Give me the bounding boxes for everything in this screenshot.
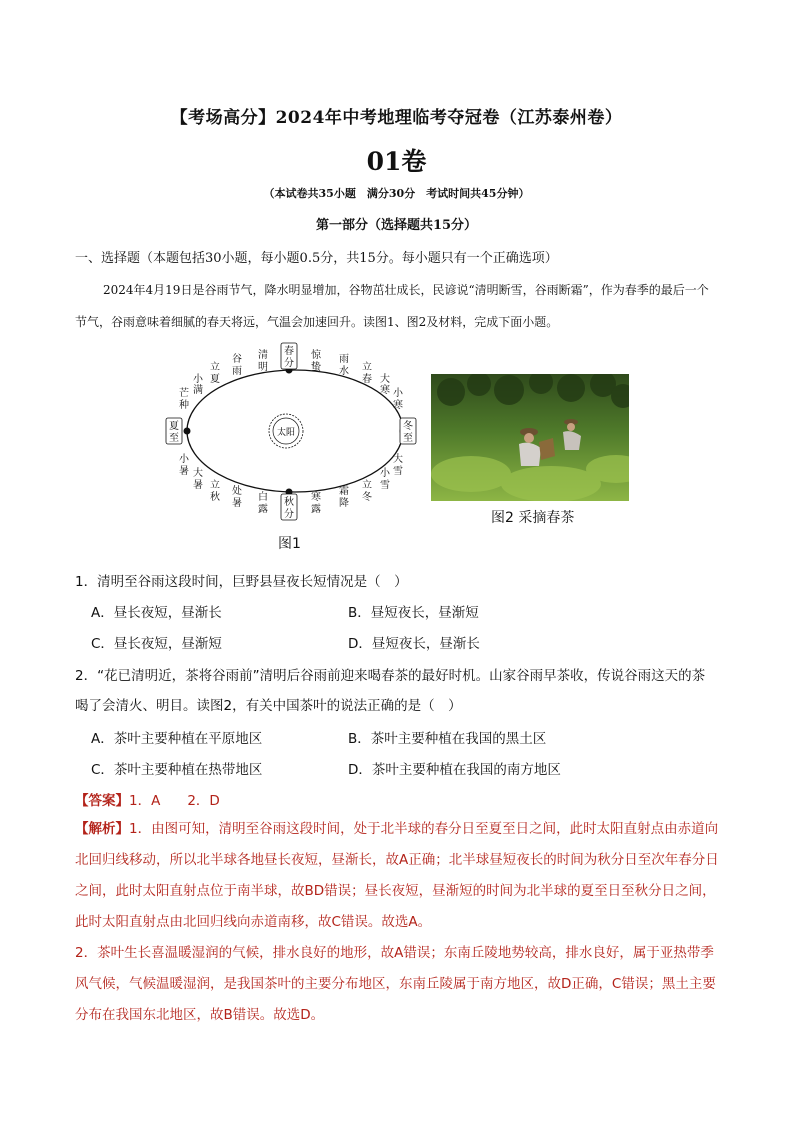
svg-text:大: 大	[193, 468, 203, 479]
svg-text:大: 大	[393, 454, 403, 465]
figure1-caption: 图1	[278, 536, 301, 552]
q2-option-a[interactable]: A．茶叶主要种植在平原地区	[91, 731, 263, 747]
svg-text:夏: 夏	[210, 374, 220, 385]
analysis-paragraph-1	[75, 814, 720, 938]
svg-text:至: 至	[169, 433, 179, 444]
material-intro: 2024年4月19日是谷雨节气，降水明显增加，谷物茁壮成长，民谚说“清明断雪，谷雨断霜”，作为春季的最后一个节气，谷雨意味着细腻的春天将远，气温会加速回升。读图1、图2及材料，完成下面小题。	[75, 283, 709, 329]
q1-option-b[interactable]: B．昼短夜长，昼渐短	[348, 605, 479, 621]
svg-text:降: 降	[339, 498, 349, 509]
svg-text:清: 清	[258, 350, 268, 361]
answer-text: 1．A 2．D	[129, 793, 220, 809]
svg-text:冬: 冬	[403, 421, 413, 432]
answer-label: 【答案】	[75, 793, 129, 809]
svg-text:寒: 寒	[380, 385, 390, 396]
svg-text:雪: 雪	[393, 466, 403, 477]
svg-text:冬: 冬	[362, 492, 372, 503]
exam-meta: （本试卷共35小题 满分30分 考试时间共45分钟）	[263, 187, 530, 200]
svg-text:暑: 暑	[232, 498, 242, 509]
summer-solstice-dot	[184, 428, 191, 435]
solar-terms-diagram	[160, 338, 430, 558]
svg-text:露: 露	[258, 504, 268, 515]
svg-text:处: 处	[232, 486, 242, 497]
svg-text:至: 至	[403, 433, 413, 444]
tea-picking-photo	[431, 374, 629, 501]
svg-text:分: 分	[284, 509, 294, 520]
answer-block	[75, 789, 220, 809]
svg-text:寒: 寒	[311, 492, 321, 503]
sun-label: 太阳	[276, 428, 296, 438]
svg-text:满: 满	[193, 385, 203, 396]
svg-text:蛰: 蛰	[311, 362, 321, 373]
volume-label: 01卷	[366, 147, 427, 176]
svg-text:种: 种	[179, 400, 189, 411]
svg-text:立: 立	[362, 362, 372, 373]
svg-text:露: 露	[311, 504, 321, 515]
q1-option-d[interactable]: D．昼短夜长，昼渐长	[348, 636, 480, 652]
q2-option-b[interactable]: B．茶叶主要种植在我国的黑土区	[348, 731, 547, 747]
svg-text:暑: 暑	[179, 466, 189, 477]
svg-text:秋: 秋	[284, 497, 294, 508]
svg-text:寒: 寒	[393, 400, 403, 411]
term-spring-equinox: 春	[284, 346, 294, 357]
svg-text:小: 小	[193, 374, 203, 385]
figure2-caption: 图2 采摘春茶	[491, 510, 575, 526]
q1-option-c[interactable]: C．昼长夜短，昼渐短	[91, 636, 222, 652]
q2-option-c[interactable]: C．茶叶主要种植在热带地区	[91, 762, 263, 778]
svg-text:惊: 惊	[311, 350, 321, 361]
exam-title: 【考场高分】2024年中考地理临考夺冠卷（江苏泰州卷）	[170, 108, 623, 128]
svg-text:小: 小	[380, 468, 390, 479]
svg-text:立: 立	[210, 480, 220, 491]
question-2-stem-line2: 喝了会清火、明目。读图2，有关中国茶叶的说法正确的是（ ）	[75, 698, 462, 714]
section-heading: 一、选择题（本题包括30小题，每小题0.5分，共15分。每小题只有一个正确选项）	[75, 251, 558, 266]
svg-text:芒: 芒	[179, 388, 189, 399]
svg-text:大: 大	[380, 374, 390, 385]
svg-text:雨: 雨	[232, 366, 242, 377]
svg-text:春: 春	[362, 374, 372, 385]
q1-option-a[interactable]: A．昼长夜短，昼渐长	[91, 605, 222, 621]
svg-text:白: 白	[258, 492, 268, 503]
svg-text:霜: 霜	[339, 486, 349, 497]
analysis-text-1: 1．由图可知，清明至谷雨这段时间，处于北半球的春分日至夏至日之间，此时太阳直射点由赤道向北回归线移动，所以北半球各地昼长夜短，昼渐长，故A正确；北半球昼短夜长的时间为秋分日至次年春分日之间，此时太阳直射点位于南半球，故BD错误；昼长夜短，昼渐短的时间为北半球的夏至日至秋分日之间，此时太阳直射点由北回归线向赤道南移，故C错误。故选A。	[75, 821, 719, 930]
svg-text:立: 立	[362, 480, 372, 491]
analysis-label: 【解析】	[75, 821, 129, 837]
svg-text:明: 明	[258, 362, 268, 373]
svg-text:水: 水	[339, 366, 349, 377]
question-1-stem: 1．清明至谷雨这段时间，巨野县昼夜长短情况是（ ）	[75, 574, 408, 590]
svg-text:暑: 暑	[193, 480, 203, 491]
svg-text:雪: 雪	[380, 480, 390, 491]
svg-text:小: 小	[179, 454, 189, 465]
svg-text:小: 小	[393, 388, 403, 399]
svg-text:分: 分	[284, 358, 294, 369]
question-2-stem-line1: 2．“花已清明近，茶将谷雨前”清明后谷雨前迎来喝春茶的最好时机。山家谷雨早茶收，传说谷雨这天的茶	[75, 668, 706, 684]
svg-text:立: 立	[210, 362, 220, 373]
svg-text:谷: 谷	[232, 354, 242, 365]
part-heading: 第一部分（选择题共15分）	[315, 218, 478, 233]
svg-text:夏: 夏	[169, 421, 179, 432]
svg-text:雨: 雨	[339, 354, 349, 365]
svg-text:秋: 秋	[210, 492, 220, 503]
analysis-paragraph-2: 2．茶叶生长喜温暖湿润的气候，排水良好的地形，故A错误；东南丘陵地势较高，排水良好，属于亚热带季风气候，气候温暖湿润，是我国茶叶的主要分布地区，东南丘陵属于南方地区，故D正确，C错误；黑土主要分布在我国东北地区，故B错误。故选D。	[75, 945, 716, 1023]
q2-option-d[interactable]: D．茶叶主要种植在我国的南方地区	[348, 762, 561, 778]
